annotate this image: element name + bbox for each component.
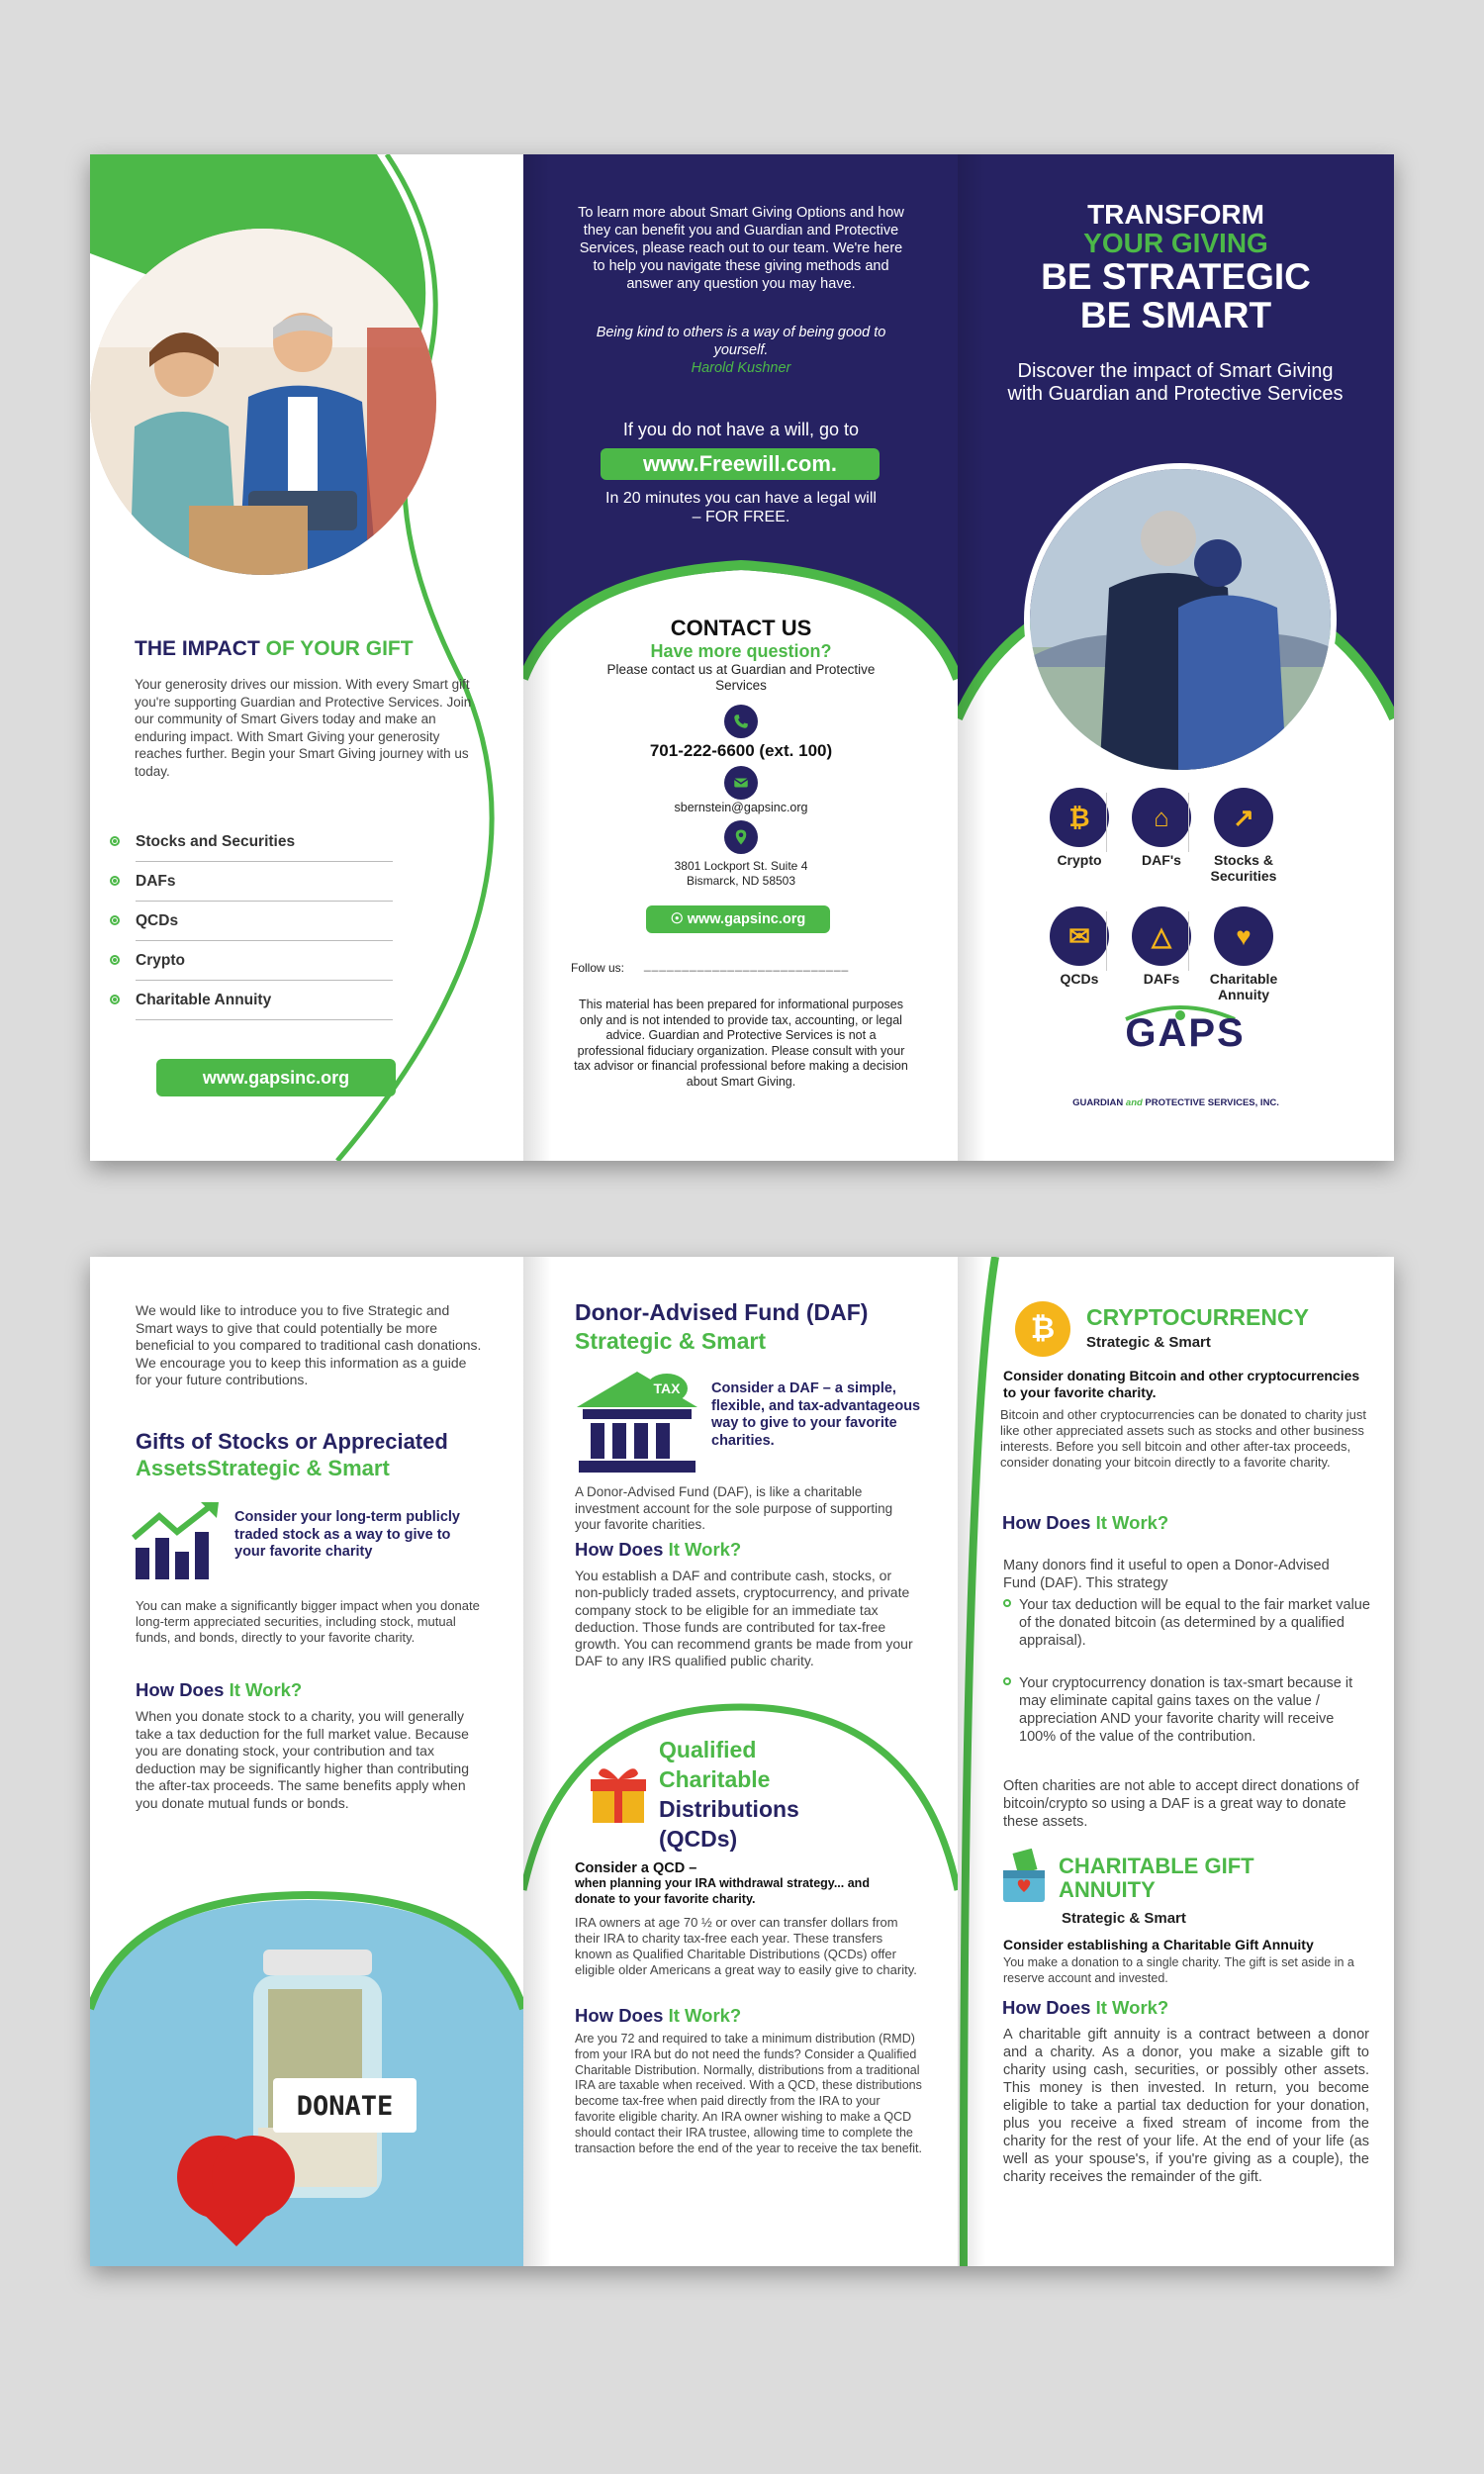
headline-line-2: YOUR GIVING [1083, 228, 1268, 258]
email-address[interactable]: sbernstein@gapsinc.org [674, 801, 808, 814]
follow-label: Follow us: [571, 961, 625, 975]
bank-tax-icon [573, 1368, 701, 1475]
bullet-dot [110, 876, 120, 886]
gift-icon [589, 1761, 648, 1825]
crypto-bullet-1 [1019, 1596, 1370, 1650]
how-navy: How Does [575, 1539, 669, 1560]
cover-icon-label: QCDs [1060, 971, 1099, 987]
how-green: It Work? [1095, 1512, 1169, 1533]
impact-list-label: Stocks and Securities [136, 833, 296, 850]
annuity-title-line-1: CHARITABLE GIFT [1059, 1854, 1254, 1878]
divider [1188, 911, 1189, 971]
qcd-consider-sub: when planning your IRA withdrawal strategy... and donate to your favorite charity. [575, 1876, 870, 1906]
icon-glyph: △ [1152, 920, 1171, 951]
qcd-consider: Consider a QCD – [575, 1860, 697, 1876]
impact-list-item [136, 952, 393, 981]
annuity-consider: Consider establishing a Charitable Gift Annuity [1003, 1937, 1314, 1952]
qcd-title-line-1: Qualified [659, 1737, 757, 1762]
bullet-dot [110, 836, 120, 846]
icon-glyph: ♥ [1236, 920, 1252, 951]
address-line-2: Bismarck, ND 58503 [686, 874, 796, 888]
brochure-inner-sheet [90, 1257, 1394, 2266]
gaps-logo-subtitle [1017, 1097, 1335, 1108]
qcd-title [659, 1735, 936, 1854]
phone-icon[interactable] [724, 705, 758, 738]
crypto-subtitle: Strategic & Smart [1086, 1334, 1211, 1351]
crypto-body-2: Many donors find it useful to open a Donor-Advised Fund (DAF). This strategy [1003, 1558, 1330, 1591]
impact-list-item [136, 992, 393, 1020]
gaps-logo-text: GAPS [1125, 1011, 1246, 1055]
impact-list-item [136, 833, 393, 862]
annuity-title-line-2: ANNUITY [1059, 1877, 1156, 1902]
contact-website-label: www.gapsinc.org [687, 911, 806, 927]
cover-icon-label: DAF's [1142, 852, 1181, 868]
cover-panel [958, 154, 1394, 1161]
daf-body-2: You establish a DAF and contribute cash, stocks, or non-publicly traded assets, cryptocurrency, and private company stock to be eligible for an immediate tax deduction. Those funds are contributed for tax-free growth. You can recommend grants be made from your DAF to any IRS qualified public charity. [575, 1568, 913, 1669]
contact-website-button[interactable] [646, 905, 830, 933]
divider [1106, 793, 1107, 852]
phone-number[interactable]: 701-222-6600 (ext. 100) [649, 741, 833, 760]
bullet-dot [1003, 1677, 1011, 1685]
impact-list-label: Crypto [136, 952, 185, 969]
cover-icon-label: Crypto [1057, 852, 1102, 868]
contact-title: CONTACT US [670, 616, 812, 640]
qcd-title-line-3: Distributions [659, 1796, 799, 1822]
crypto-body-3: Often charities are not able to accept direct donations of bitcoin/crypto so using a DAF is a great way to donate these assets. [1003, 1778, 1359, 1830]
qcd-how-heading [575, 2005, 741, 2027]
daf-consider: Consider a DAF – a simple, flexible, and tax-advantageous way to give to your favorite charities. [711, 1380, 921, 1449]
website-button[interactable]: www.gapsinc.org [156, 1059, 396, 1096]
how-green: It Work? [668, 1539, 742, 1560]
stocks-how-heading [136, 1679, 302, 1701]
daf-title-navy: Donor-Advised Fund (DAF) [575, 1299, 869, 1325]
how-navy: How Does [1002, 1512, 1096, 1533]
cover-subtitle: Discover the impact of Smart Giving with Guardian and Protective Services [1007, 360, 1344, 405]
bullet-dot [110, 995, 120, 1004]
contact-sub: Have more question? [650, 641, 832, 661]
bullet-dot [110, 915, 120, 925]
headline-line-4: BE SMART [1079, 295, 1272, 335]
how-navy: How Does [136, 1679, 230, 1700]
address-line-1: 3801 Lockport St. Suite 4 [674, 859, 808, 873]
volunteers-illustration [90, 229, 436, 575]
daf-title [575, 1298, 951, 1356]
how-green: It Work? [668, 2005, 742, 2026]
stocks-body-2: When you donate stock to a charity, you will generally take a tax deduction for the full market value. Because you are donating stock, your contribution and tax deduction may be significantly higher than contributing the after-tax proceeds. The same benefits apply when you donate mutual funds or bonds. [136, 1708, 469, 1811]
icon-glyph: ₿ [1068, 802, 1090, 832]
icon-glyph: ⌂ [1154, 802, 1169, 832]
address [543, 859, 939, 889]
chart-up-icon [1214, 788, 1273, 847]
headline-line-3: BE STRATEGIC [1041, 256, 1311, 297]
annuity-subtitle: Strategic & Smart [1062, 1910, 1186, 1927]
location-icon [724, 820, 758, 854]
cover-icon-label: DAFs [1143, 971, 1180, 987]
donation-box-icon [1001, 1849, 1047, 1904]
impact-title [135, 637, 414, 661]
follow-line: ___________________________ [644, 958, 850, 972]
annuity-how-heading [1002, 1997, 1168, 2019]
how-navy: How Does [575, 2005, 669, 2026]
disclaimer: This material has been prepared for informational purposes only and is not intended to provide tax, accounting, or legal advice. Guardian and Protective Services is not a professional fiduciary organization. Please consult with your tax advisor or financial professional before making a decision about Smart Giving. [574, 998, 908, 1089]
divider [1188, 793, 1189, 852]
daf-qcd-panel [523, 1257, 958, 2266]
how-navy: How Does [1002, 1997, 1096, 2018]
will-sub: In 20 minutes you can have a legal will – FOR FREE. [605, 490, 877, 525]
bullet-dot [110, 955, 120, 965]
impact-panel [90, 154, 523, 1161]
icon-glyph: ✉ [1068, 920, 1090, 951]
stocks-panel [90, 1257, 523, 2266]
crypto-title: CRYPTOCURRENCY [1086, 1304, 1309, 1330]
volunteers-photo [90, 229, 436, 575]
crypto-consider: Consider donating Bitcoin and other cryptocurrencies to your favorite charity. [1003, 1368, 1360, 1400]
donate-label: DONATE [296, 2091, 394, 2122]
daf-body-1: A Donor-Advised Fund (DAF), is like a charitable investment account for the sole purpose of supporting your favorite charities. [575, 1484, 893, 1532]
stocks-intro: We would like to introduce you to five Strategic and Smart ways to give that could potentially be more beneficial to you compared to traditional cash donations. We encourage you to keep this information as a guide for your future contributions. [136, 1302, 482, 1387]
qcd-title-line-4: (QCDs) [659, 1826, 738, 1852]
annuity-body-1: You make a donation to a single charity. The gift is set aside in a reserve account and invested. [1003, 1955, 1354, 1985]
cover-icon-label: Stocks & Securities [1210, 852, 1277, 884]
couple-illustration [1030, 469, 1337, 776]
crypto-how-heading [1002, 1512, 1168, 1534]
quote-author: Harold Kushner [691, 360, 791, 376]
contact-panel [523, 154, 958, 1161]
stocks-title-navy: Gifts of Stocks or Appreciated [136, 1429, 448, 1454]
daf-title-green: Strategic & Smart [575, 1328, 767, 1354]
brochure-outer-sheet [90, 154, 1394, 1161]
impact-list-label: DAFs [136, 873, 176, 890]
contact-intro: To learn more about Smart Giving Options and how they can benefit you and Guardian and Protective Services, please reach out to our team. We're here to help you navigate these giving methods and answer any question you may have. [578, 205, 904, 292]
qcd-title-line-2: Charitable [659, 1766, 771, 1792]
impact-list-label: QCDs [136, 912, 179, 929]
qcd-body-1: IRA owners at age 70 ½ or over can transfer dollars from their IRA to charity tax-free each year. These transfers known as Qualified Charitable Distributions (QCDs) offer eligible older Americans a great way to easily give to charity. [575, 1915, 917, 1977]
email-icon[interactable] [724, 766, 758, 800]
cover-headline [958, 200, 1394, 334]
gaps-logo [1086, 998, 1284, 1057]
logo-sub-and: and [1125, 1097, 1143, 1108]
stocks-title [136, 1428, 521, 1481]
impact-list-item [136, 912, 393, 941]
chart-up-icon [132, 1500, 223, 1579]
gift-icon [1050, 906, 1109, 966]
bank-icon [1132, 788, 1191, 847]
qcd-body-2: Are you 72 and required to take a minimum distribution (RMD) from your IRA but do not need the funds? Consider a Qualified Charitable Distribution. Normally, distributions from a traditional IRA are taxable when received. With a QCD, these distributions become tax-free when paid directly from the IRA to your favorite eligible charity. An IRA owner wishing to make a QCD should contact their IRA trustee, allowing time to complete the transaction before the end of the year to receive the tax benefit. [575, 2032, 922, 2155]
crypto-annuity-panel [958, 1257, 1394, 2266]
cover-icon-label: Charitable Annuity [1209, 971, 1278, 1002]
annuity-body-2: A charitable gift annuity is a contract between a donor and a charity. As a donor, you make a sizable gift to charity using cash, securities, or possibly other assets. This money is then invested. In return, you become eligible to take a partial tax deduction for your donation, plus you receive a fixed stream of income from the charity for the rest of your life. At the end of your life (as well as your spouse's, if you're giving as a couple), the charity receives the remainder of the gift. [1003, 2027, 1369, 2185]
freewill-button[interactable]: www.Freewill.com. [601, 448, 880, 480]
impact-list-item [136, 873, 393, 902]
divider [1106, 911, 1107, 971]
bitcoin-icon [1050, 788, 1109, 847]
quote: Being kind to others is a way of being good to yourself. [596, 325, 886, 358]
jar-icon [1132, 906, 1191, 966]
will-line: If you do not have a will, go to [622, 420, 860, 439]
contact-text: Please contact us at Guardian and Protective Services [606, 662, 876, 693]
impact-title-navy: THE IMPACT [135, 637, 266, 660]
stocks-title-green: AssetsStrategic & Smart [136, 1456, 390, 1480]
impact-title-green: OF YOUR GIFT [265, 637, 414, 660]
crypto-bullet-2 [1019, 1674, 1370, 1746]
tax-badge: TAX [646, 1374, 688, 1403]
couple-photo [1024, 463, 1337, 776]
annuity-title [1059, 1855, 1355, 1902]
how-green: It Work? [229, 1679, 303, 1700]
impact-list-label: Charitable Annuity [136, 992, 272, 1008]
logo-sub-b: PROTECTIVE SERVICES, INC. [1142, 1097, 1279, 1108]
crypto-bullet-1-text: Your tax deduction will be equal to the fair market value of the donated bitcoin (as determined by a qualified appraisal). [1019, 1597, 1370, 1649]
crypto-body-1: Bitcoin and other cryptocurrencies can be donated to charity just like other appreciated assets such as stocks and other business interests. Before you sell bitcoin and other after-tax proceeds, consider donating your bitcoin directly to a favorite charity. [1000, 1407, 1366, 1470]
bullet-dot [1003, 1599, 1011, 1607]
daf-how-heading [575, 1539, 741, 1561]
donation-box-icon [1214, 906, 1273, 966]
how-green: It Work? [1095, 1997, 1169, 2018]
stocks-body-1: You can make a significantly bigger impact when you donate long-term appreciated securities, including stock, mutual funds, and bonds, directly to your favorite charity. [136, 1598, 480, 1645]
logo-sub-a: GUARDIAN [1072, 1097, 1126, 1108]
crypto-bullet-2-text: Your cryptocurrency donation is tax-smart because it may eliminate capital gains taxes on the value / appreciation AND your favorite charity will receive 100% of the value of the contribution. [1019, 1675, 1353, 1745]
impact-body: Your generosity drives our mission. With every Smart gift you're supporting Guardian and Protective Services. Join our community of Smart Givers today and make an enduring impact. With Smart Giving your generosity reaches further. Begin your Smart Giving journey with us today. [135, 677, 472, 779]
headline-line-1: TRANSFORM [1087, 199, 1264, 230]
stocks-consider: Consider your long-term publicly traded stock as a way to give to your favorite charity [234, 1509, 460, 1560]
bitcoin-icon: ₿ [1015, 1301, 1070, 1357]
globe-icon: ☉ [670, 911, 688, 927]
icon-glyph: ↗ [1233, 802, 1254, 832]
